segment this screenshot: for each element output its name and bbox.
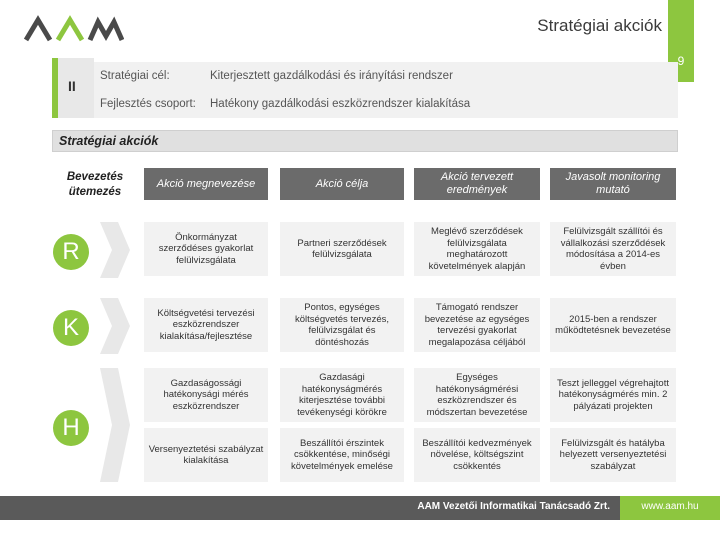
table-cell: Önkormányzat szerződéses gyakorlat felülvizsgálata (144, 222, 268, 276)
table-cell: Gazdaságossági hatékonysági mérés eszközrendszer (144, 368, 268, 422)
table-cell: Pontos, egységes költségvetés tervezés, felülvizsgálat és döntéshozás (280, 298, 404, 352)
table-cell: Teszt jelleggel végrehajtott hatékonyságmérés min. 2 pályázati projekten (550, 368, 676, 422)
header-action-goal: Akció célja (280, 168, 404, 200)
header-action-name: Akció megnevezése (144, 168, 268, 200)
phase-badge-r: R (53, 234, 89, 270)
roman-numeral: II (68, 78, 76, 94)
strategic-goal-row (94, 62, 678, 90)
table-cell: Felülvizsgált és hatályba helyezett versenyeztetési szabályzat (550, 428, 676, 482)
table-cell: Beszállítói érszintek csökkentése, minőségi követelmények emelése (280, 428, 404, 482)
footer-url-link[interactable]: www.aam.hu (641, 501, 699, 512)
development-group-value: Hatékony gazdálkodási eszközrendszer kialakítása (210, 98, 471, 110)
table-cell: Költségvetési tervezési eszközrendszer kialakítása/fejlesztése (144, 298, 268, 352)
phase-badge-h: H (53, 410, 89, 446)
chevron-right-icon (100, 368, 130, 482)
table-cell: 2015-ben a rendszer működtetésnek bevezetése (550, 298, 676, 352)
table-cell: Támogató rendszer bevezetése az egységes tervezési gyakorlat megalapozása céljából (414, 298, 540, 352)
strategic-goal-value: Kiterjesztett gazdálkodási és irányítási rendszer (210, 70, 453, 82)
table-cell: Partneri szerződések felülvizsgálata (280, 222, 404, 276)
header-planned-results: Akció tervezett eredmények (414, 168, 540, 200)
table-cell: Egységes hatékonyságmérési eszközrendszer és módszertan bevezetése (414, 368, 540, 422)
table-cell: Beszállítói kedvezmények növelése, költségszint csökkentés (414, 428, 540, 482)
development-group-label: Fejlesztés csoport: (100, 98, 196, 110)
table-cell: Felülvizsgált szállítói és vállalkozási szerződések módosítása a 2014-es évben (550, 222, 676, 276)
phase-badge-k: K (53, 310, 89, 346)
schedule-label: Bevezetés ütemezés (66, 171, 124, 198)
table-cell: Gazdasági hatékonyságmérés kiterjesztése további tevékenységi körökre (280, 368, 404, 422)
page-number: 9 (677, 54, 685, 68)
development-group-row (94, 90, 678, 118)
strategic-goal-label: Stratégiai cél: (100, 70, 170, 82)
chevron-right-icon (100, 222, 130, 278)
footer-bar (0, 496, 720, 520)
aam-logo (24, 14, 124, 44)
slide-title: Stratégiai akciók (537, 16, 662, 35)
chevron-right-icon (100, 298, 130, 354)
header-monitoring: Javasolt monitoring mutató (550, 168, 676, 200)
section-title: Stratégiai akciók (52, 130, 678, 152)
footer-company: AAM Vezetői Informatikai Tanácsadó Zrt. (417, 501, 610, 512)
table-cell: Meglévő szerződések felülvizsgálata meghatározott követelmények alapján (414, 222, 540, 276)
table-cell: Versenyeztetési szabályzat kialakítása (144, 428, 268, 482)
